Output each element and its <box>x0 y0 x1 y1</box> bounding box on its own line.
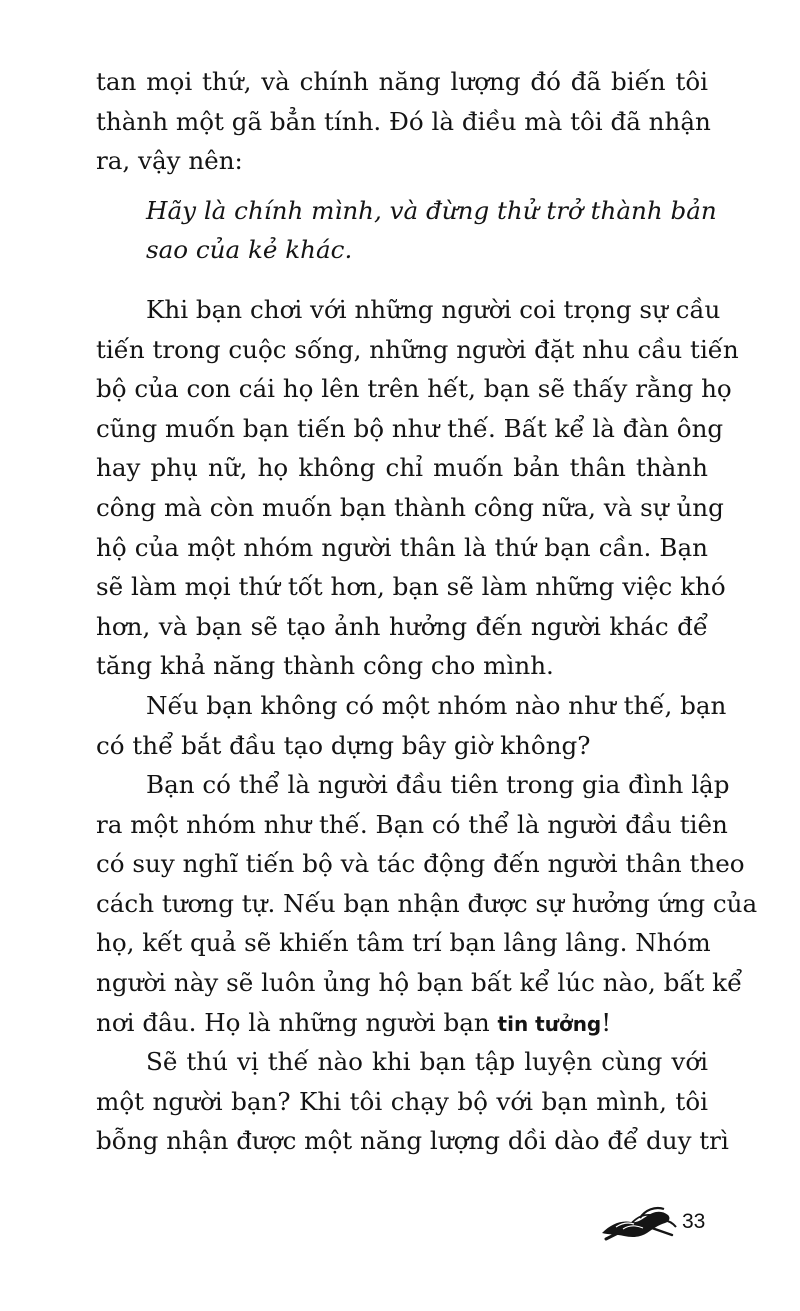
running-figure-icon <box>598 1202 680 1242</box>
body-line: có suy nghĩ tiến bộ và tác động đến người thân theo <box>96 849 745 879</box>
body-line: tiến trong cuộc sống, những người đặt nhu cầu tiến <box>96 334 739 364</box>
body-line: thành một gã bẳn tính. Đó là điều mà tôi đã nhận <box>96 106 711 136</box>
body-line: hộ của một nhóm người thân là thứ bạn cần. Bạn <box>96 532 708 562</box>
body-line: Khi bạn chơi với những người coi trọng sự cầu <box>146 294 721 324</box>
exclamation-mark: ! <box>601 1007 612 1037</box>
book-page-body <box>96 62 758 1161</box>
body-line: hơn, và bạn sẽ tạo ảnh hưởng đến người khác để <box>96 611 708 641</box>
body-line: một người bạn? Khi tôi chạy bộ với bạn mình, tôi <box>96 1086 708 1116</box>
body-line: người này sẽ luôn ủng hộ bạn bất kể lúc nào, bất kể <box>96 968 743 998</box>
body-line-text: nơi đâu. Họ là những người bạn <box>96 1007 498 1037</box>
body-line: cũng muốn bạn tiến bộ như thế. Bất kể là đàn ông <box>96 413 724 443</box>
paragraph-gap <box>96 270 708 290</box>
body-line: tăng khả năng thành công cho mình. <box>96 651 554 681</box>
body-line: bộ của con cái họ lên trên hết, bạn sẽ thấy rằng họ <box>96 374 732 404</box>
body-line: ra một nhóm như thế. Bạn có thể là người đầu tiên <box>96 809 728 839</box>
italic-quote-line: sao của kẻ khác. <box>146 235 353 265</box>
body-line: họ, kết quả sẽ khiến tâm trí bạn lâng lâng. Nhóm <box>96 928 711 958</box>
body-line: ra, vậy nên: <box>96 146 243 176</box>
body-line: có thể bắt đầu tạo dựng bây giờ không? <box>96 730 591 760</box>
body-line: Bạn có thể là người đầu tiên trong gia đình lập <box>146 770 730 800</box>
italic-quote-line: Hãy là chính mình, và đừng thử trở thành bản <box>146 195 717 225</box>
body-line: sẽ làm mọi thứ tốt hơn, bạn sẽ làm những việc khó <box>96 572 726 602</box>
body-line: Nếu bạn không có một nhóm nào như thế, bạn <box>146 690 727 720</box>
body-line: Sẽ thú vị thế nào khi bạn tập luyện cùng với <box>146 1047 708 1077</box>
body-line: bỗng nhận được một năng lượng dồi dào để duy trì <box>96 1126 729 1156</box>
body-line: tan mọi thứ, và chính năng lượng đó đã biến tôi <box>96 67 708 96</box>
body-line <box>96 1003 708 1043</box>
page-footer <box>598 1202 718 1242</box>
page-number: 33 <box>682 1210 706 1233</box>
body-line: cách tương tự. Nếu bạn nhận được sự hưởng ứng của <box>96 888 758 918</box>
bold-emphasis: tin tưởng <box>497 1011 602 1036</box>
body-line: hay phụ nữ, họ không chỉ muốn bản thân thành <box>96 453 708 483</box>
body-line: công mà còn muốn bạn thành công nữa, và sự ủng <box>96 492 724 522</box>
paragraph-gap <box>96 181 708 191</box>
